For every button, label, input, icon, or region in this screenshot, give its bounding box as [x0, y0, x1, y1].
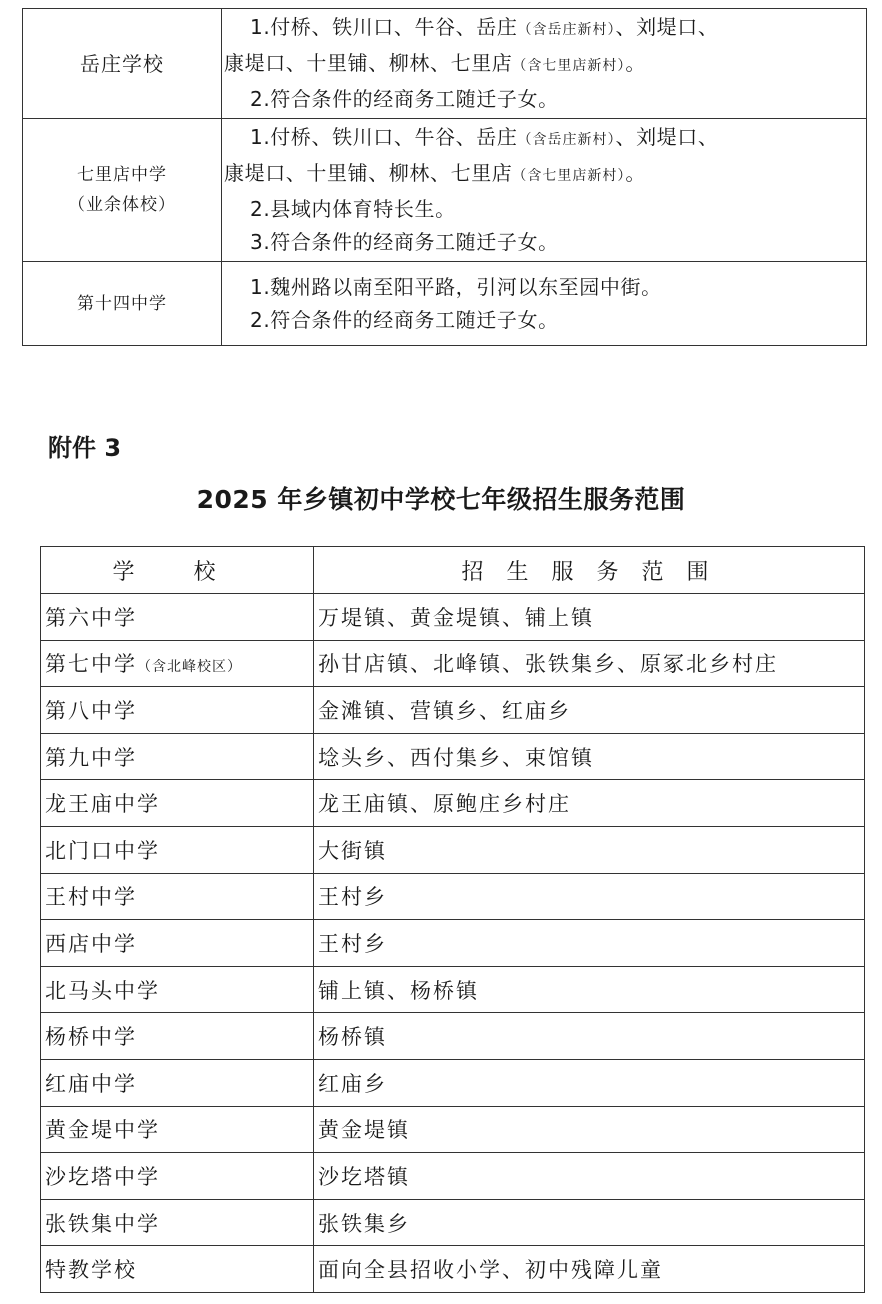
school-cell: 特教学校 — [41, 1246, 314, 1293]
scope-line: 康堤口、十里铺、柳林、七里店（含七里店新村）。 — [224, 161, 647, 185]
header-school: 学 校 — [41, 547, 314, 594]
scope-cell: 杨桥镇 — [314, 1013, 865, 1060]
table-row — [41, 1106, 865, 1153]
table-row — [41, 826, 865, 873]
school-cell: 红庙中学 — [41, 1059, 314, 1106]
scope-cell: 王村乡 — [314, 920, 865, 967]
table-row — [41, 920, 865, 967]
scope-cell: 龙王庙镇、原鲍庄乡村庄 — [314, 780, 865, 827]
school-cell: 西店中学 — [41, 920, 314, 967]
scope-cell: 埝头乡、西付集乡、束馆镇 — [314, 733, 865, 780]
table-row — [41, 640, 865, 687]
scope-cell: 沙圪塔镇 — [314, 1153, 865, 1200]
scope-line: 1.付桥、铁川口、牛谷、岳庄（含岳庄新村）、刘堤口、 — [250, 15, 719, 39]
school-name: 第十四中学 — [77, 293, 167, 314]
scope-cell: 红庙乡 — [314, 1059, 865, 1106]
scope-cell — [222, 9, 867, 119]
scope-line: 1.魏州路以南至阳平路，引河以东至园中街。 — [250, 274, 662, 299]
table-row — [41, 873, 865, 920]
table-row — [23, 9, 867, 119]
scope-cell: 孙甘店镇、北峰镇、张铁集乡、原冢北乡村庄 — [314, 640, 865, 687]
scope-line: 3.符合条件的经商务工随迁子女。 — [250, 230, 559, 254]
enrollment-range-table — [40, 546, 865, 1293]
scope-cell: 大街镇 — [314, 826, 865, 873]
school-cell: 龙王庙中学 — [41, 780, 314, 827]
attachment-label: 附件 3 — [48, 434, 122, 462]
page-title: 2025 年乡镇初中学校七年级招生服务范围 — [196, 485, 686, 514]
school-cell: 王村中学 — [41, 873, 314, 920]
school-cell: 北门口中学 — [41, 826, 314, 873]
table-row — [41, 687, 865, 734]
school-cell: 第九中学 — [41, 733, 314, 780]
school-note: （业余体校） — [68, 195, 176, 215]
table-row — [41, 1246, 865, 1293]
table-header-row — [41, 547, 865, 594]
school-name-cell — [23, 119, 222, 262]
table-row — [23, 119, 867, 262]
school-cell: 第八中学 — [41, 687, 314, 734]
table-row — [41, 1059, 865, 1106]
school-cell: 黄金堤中学 — [41, 1106, 314, 1153]
table-row — [41, 1013, 865, 1060]
scope-line: 2.符合条件的经商务工随迁子女。 — [250, 307, 559, 332]
table-row — [41, 594, 865, 641]
scope-cell: 万堤镇、黄金堤镇、铺上镇 — [314, 594, 865, 641]
school-name: 七里店中学 — [77, 165, 167, 185]
school-name-cell — [23, 9, 222, 119]
scope-cell: 铺上镇、杨桥镇 — [314, 966, 865, 1013]
scope-line: 康堤口、十里铺、柳林、七里店（含七里店新村）。 — [224, 51, 647, 75]
scope-cell: 张铁集乡 — [314, 1199, 865, 1246]
scope-cell: 金滩镇、营镇乡、红庙乡 — [314, 687, 865, 734]
table-row — [41, 966, 865, 1013]
header-scope: 招 生 服 务 范 围 — [314, 547, 865, 594]
school-name: 岳庄学校 — [80, 51, 164, 76]
scope-cell: 王村乡 — [314, 873, 865, 920]
table-row — [41, 1153, 865, 1200]
table-row — [41, 733, 865, 780]
scope-line: 2.县域内体育特长生。 — [250, 197, 456, 221]
school-name-cell — [23, 262, 222, 346]
scope-cell — [222, 119, 867, 262]
table-row — [23, 262, 867, 346]
school-scope-table-continued — [22, 8, 867, 346]
school-cell: 第七中学（含北峰校区） — [41, 640, 314, 687]
school-cell: 张铁集中学 — [41, 1199, 314, 1246]
scope-line: 1.付桥、铁川口、牛谷、岳庄（含岳庄新村）、刘堤口、 — [250, 125, 719, 149]
table-row — [41, 1199, 865, 1246]
scope-cell: 黄金堤镇 — [314, 1106, 865, 1153]
table-row — [41, 780, 865, 827]
school-cell: 第六中学 — [41, 594, 314, 641]
scope-cell — [222, 262, 867, 346]
scope-line: 2.符合条件的经商务工随迁子女。 — [250, 87, 559, 111]
scope-cell: 面向全县招收小学、初中残障儿童 — [314, 1246, 865, 1293]
school-cell: 沙圪塔中学 — [41, 1153, 314, 1200]
school-cell: 杨桥中学 — [41, 1013, 314, 1060]
school-cell: 北马头中学 — [41, 966, 314, 1013]
